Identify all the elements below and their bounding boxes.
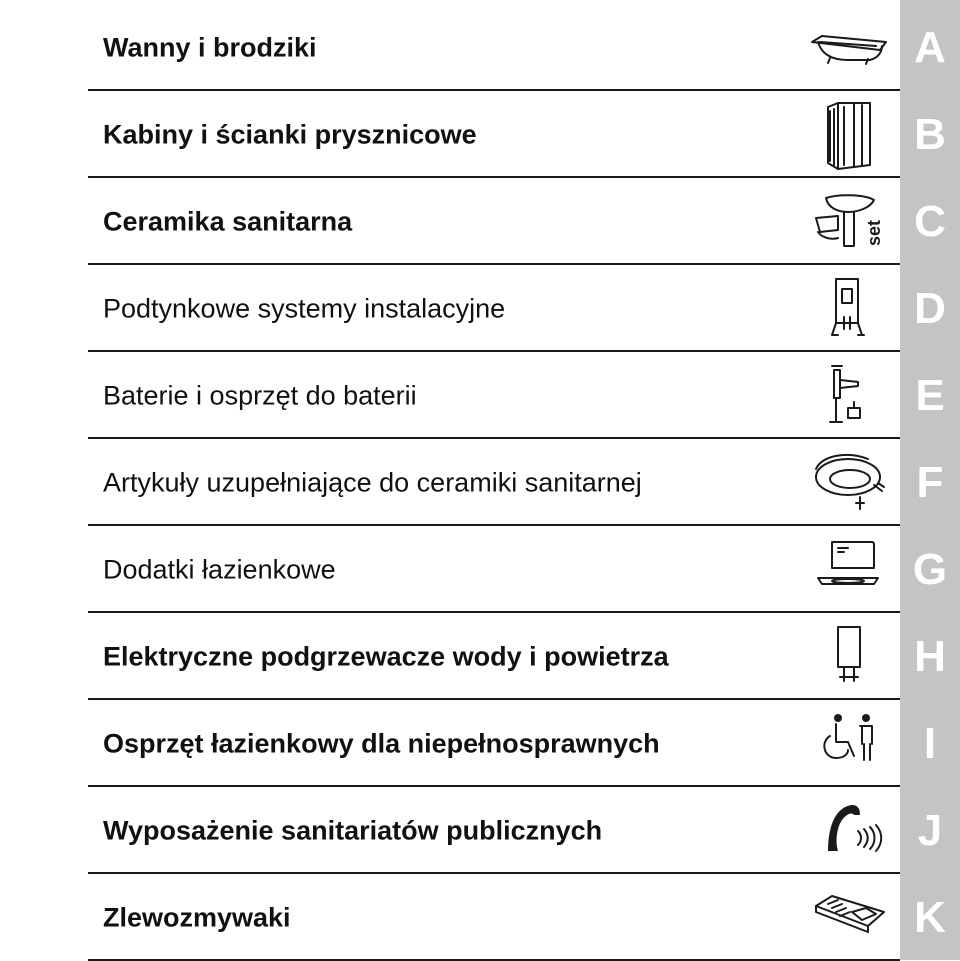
section-row-e[interactable] [0, 352, 960, 439]
section-row-j[interactable] [0, 787, 960, 874]
section-title: Elektryczne podgrzewacze wody i powietrza [103, 641, 669, 671]
section-title: Osprzęt łazienkowy dla niepełnosprawnych [103, 728, 660, 758]
section-letter-c[interactable]: C [914, 196, 946, 246]
section-title: Podtynkowe systemy instalacyjne [103, 293, 506, 323]
bathtub-icon [808, 12, 888, 84]
section-row-f[interactable] [0, 439, 960, 526]
faucet-icon [808, 360, 888, 432]
installation-frame-icon [808, 273, 888, 345]
section-row-b[interactable] [0, 91, 960, 178]
section-letter-h[interactable]: H [914, 631, 946, 681]
section-letter-b[interactable]: B [914, 109, 946, 159]
water-heater-icon [808, 621, 888, 693]
section-letter-d[interactable]: D [914, 283, 946, 333]
section-title: Kabiny i ścianki prysznicowe [103, 119, 477, 149]
section-row-k[interactable] [0, 874, 960, 961]
accessibility-icon [808, 708, 888, 780]
section-letter-k[interactable]: K [914, 892, 946, 942]
section-letter-a[interactable]: A [914, 22, 946, 72]
section-letter-e[interactable]: E [915, 370, 945, 420]
section-row-a[interactable] [0, 4, 960, 91]
section-letter-f[interactable]: F [916, 457, 944, 507]
mirror-shelf-icon [808, 534, 888, 606]
shower-cabin-icon [808, 99, 888, 171]
section-letter-g[interactable]: G [912, 544, 948, 594]
section-title: Wanny i brodziki [103, 32, 317, 62]
section-row-d[interactable] [0, 265, 960, 352]
section-row-g[interactable] [0, 526, 960, 613]
section-row-c[interactable] [0, 178, 960, 265]
section-title: Artykuły uzupełniające do ceramiki sanitarnej [103, 467, 642, 497]
section-row-i[interactable] [0, 700, 960, 787]
set-label: set [864, 219, 884, 246]
section-row-h[interactable] [0, 613, 960, 700]
section-letter-j[interactable]: J [917, 805, 943, 855]
kitchen-sink-icon [808, 882, 888, 954]
section-letter-i[interactable]: I [923, 718, 937, 768]
section-title: Baterie i osprzęt do baterii [103, 380, 417, 410]
section-title: Zlewozmywaki [103, 902, 291, 932]
section-title: Wyposażenie sanitariatów publicznych [103, 815, 603, 845]
sensor-faucet-icon [808, 795, 888, 867]
section-title: Dodatki łazienkowe [103, 554, 336, 584]
toilet-seat-icon [808, 447, 888, 519]
section-title: Ceramika sanitarna [103, 206, 353, 236]
washbasin-set-icon [808, 186, 888, 258]
